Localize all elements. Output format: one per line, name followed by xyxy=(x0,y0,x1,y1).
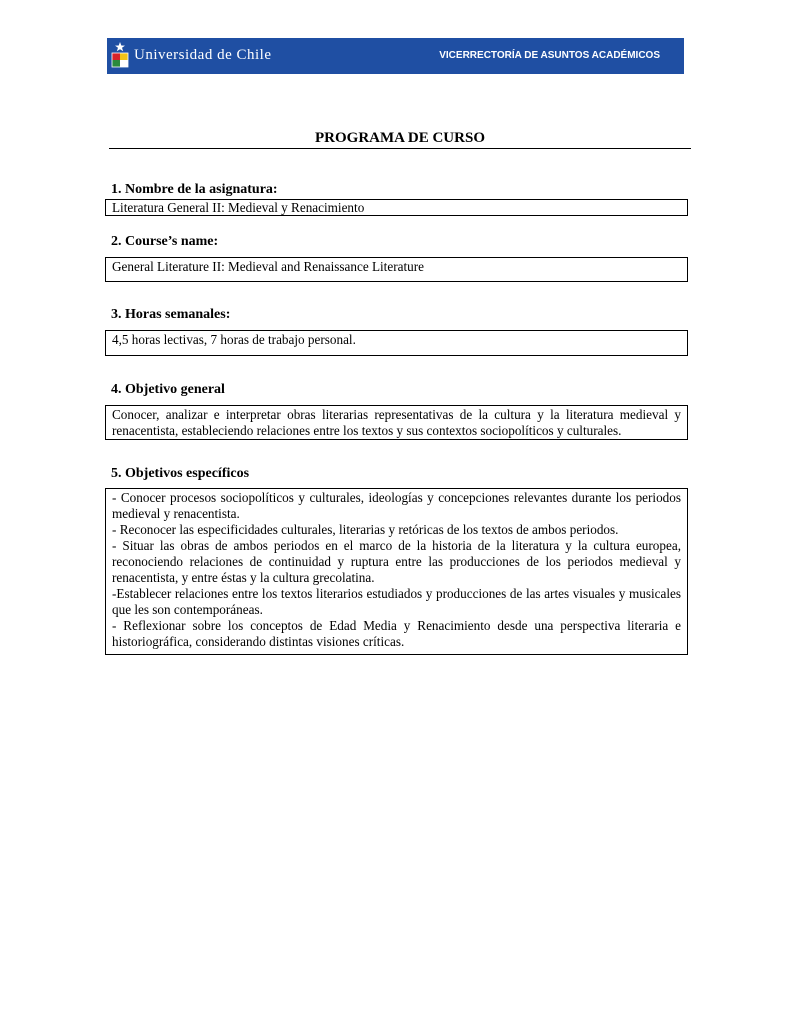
page-title: PROGRAMA DE CURSO xyxy=(314,130,485,146)
objective-item: -Establecer relaciones entre los textos literarios estudiados y producciones de las artes visuales y musicales que les son contemporáneas. xyxy=(112,586,681,617)
vice-rectory-label: VICERRECTORÍA DE ASUNTOS ACADÉMICOS xyxy=(439,50,660,61)
section-2-box xyxy=(105,257,688,282)
section-3-box xyxy=(105,330,688,356)
university-crest-icon xyxy=(110,41,130,71)
section-1-box xyxy=(105,199,688,216)
objective-item: - Reflexionar sobre los conceptos de Edad Media y Renacimiento desde una perspectiva literaria e historiográfica, considerando distintas visiones críticas. xyxy=(112,618,681,649)
section-4-content: Conocer, analizar e interpretar obras literarias representativas de la cultura y la literatura medieval y renacentista, estableciendo relaciones entre los textos y sus contextos sociopolíticos y culturales. xyxy=(112,407,681,438)
section-2-heading: 2. Course’s name: xyxy=(111,234,219,249)
section-5-heading: 5. Objetivos específicos xyxy=(111,466,250,481)
section-1-content: Literatura General II: Medieval y Renacimiento xyxy=(112,200,365,215)
section-2-content: General Literature II: Medieval and Renaissance Literature xyxy=(112,259,424,274)
university-name: Universidad de Chile xyxy=(134,47,272,63)
section-5-box xyxy=(105,488,688,655)
objective-item: - Situar las obras de ambos periodos en el marco de la historia de la literatura y la cultura europea, reconociendo relaciones de continuidad y ruptura entre las producciones de los periodos medieval y renacentista, y entre éstas y la cultura grecolatina. xyxy=(112,538,681,585)
objective-item: - Conocer procesos sociopolíticos y culturales, ideologías y concepciones relevantes durante los periodos medieval y renacentista. xyxy=(112,490,681,521)
objective-item: - Reconocer las especificidades culturales, literarias y retóricas de los textos de ambos periodos. xyxy=(112,522,619,537)
section-4-heading: 4. Objetivo general xyxy=(111,382,225,397)
title-divider xyxy=(109,148,691,149)
section-4-box xyxy=(105,405,688,440)
header-banner xyxy=(107,38,684,74)
section-1-heading: 1. Nombre de la asignatura: xyxy=(111,182,278,197)
section-3-heading: 3. Horas semanales: xyxy=(111,307,231,322)
section-3-content: 4,5 horas lectivas, 7 horas de trabajo personal. xyxy=(112,332,356,347)
